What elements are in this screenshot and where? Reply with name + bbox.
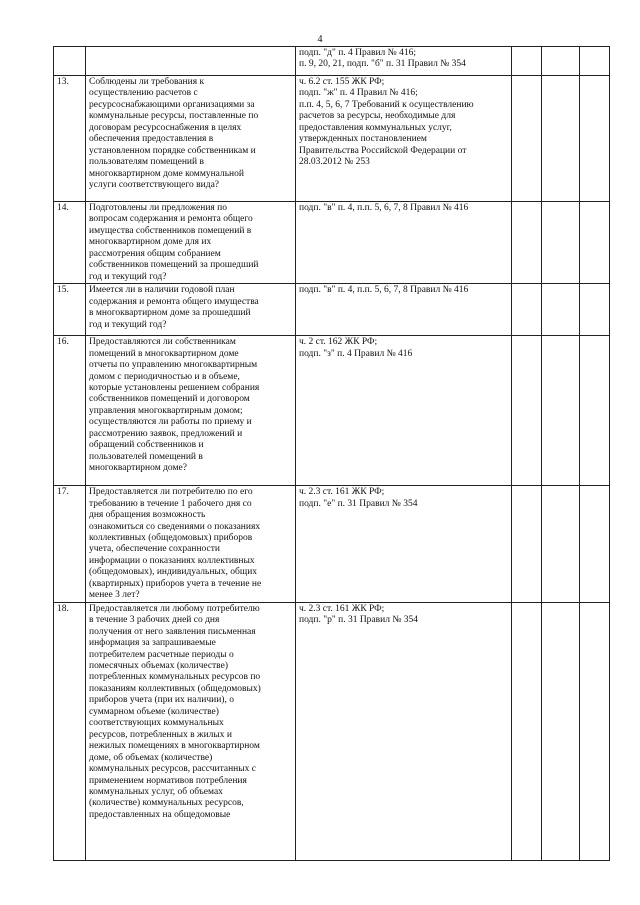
question-line: показаниям коллективных (общедомовых): [89, 683, 261, 694]
reference-line: п.п. 4, 5, 6, 7 Требований к осуществлению: [299, 99, 474, 110]
question-line: коллективных (общедомовых) приборов: [89, 532, 253, 543]
question-line: доме, об объемах (количестве): [89, 752, 213, 763]
row-number: [54, 47, 86, 76]
question-cell: [86, 336, 296, 486]
question-line: потребленных коммунальных ресурсов по: [89, 672, 261, 683]
question-line: (квартирных) приборов учета в течение не: [89, 578, 262, 589]
answer-no-cell: [542, 76, 580, 202]
row-number: 14.: [54, 202, 86, 284]
reference-line: подп. "е" п. 31 Правил № 354: [299, 498, 418, 509]
answer-yes-cell: [512, 47, 542, 76]
question-line: домом с периодичностью и в объеме,: [89, 371, 240, 382]
question-line: информации о показаниях коллективных: [89, 555, 255, 566]
question-line: собственников помещений и договором: [89, 394, 250, 405]
reference-line: подп. "д" п. 4 Правил № 416;: [299, 48, 416, 58]
answer-no-cell: [542, 602, 580, 860]
answer-yes-cell: [512, 336, 542, 486]
legal-reference-cell: [296, 486, 512, 603]
answer-na-cell: [580, 76, 610, 202]
answer-yes-cell: [512, 76, 542, 202]
legal-reference-cell: [296, 76, 512, 202]
answer-yes-cell: [512, 284, 542, 336]
reference-line: п. 9, 20, 21, подп. "б" п. 31 Правил № 354: [299, 59, 466, 70]
reference-line: предоставления коммунальных услуг,: [299, 122, 452, 133]
question-line: (количестве) коммунальных ресурсов,: [89, 798, 244, 809]
question-line: вопросам содержания и ремонта общего: [89, 214, 253, 225]
row-number: 17.: [54, 486, 86, 603]
question-line: содержания и ремонта общего имущества: [89, 296, 259, 307]
reference-line: расчетов за ресурсы, необходимые для: [299, 111, 456, 122]
question-line: многоквартирном доме для их: [89, 237, 212, 248]
question-line: соответствующих коммунальных: [89, 718, 224, 729]
question-line: пользователей помещений в: [89, 451, 203, 462]
question-line: коммунальные ресурсы, поставленные по: [89, 111, 259, 122]
question-line: ознакомиться со сведениями о показаниях: [89, 521, 261, 532]
question-line: которые установлены решением собрания: [89, 382, 260, 393]
question-line: управления многоквартирным домом;: [89, 405, 243, 416]
question-line: менее 3 лет?: [89, 590, 140, 601]
question-line: обеспечения предоставления в: [89, 134, 214, 145]
legal-reference-cell: [296, 284, 512, 336]
question-line: в многоквартирном доме за прошедший: [89, 308, 251, 319]
table-row: [54, 486, 610, 603]
question-cell: [86, 602, 296, 860]
question-line: имущества собственников помещений в: [89, 225, 252, 236]
question-line: потребителем расчетные периоды о: [89, 649, 234, 660]
question-line: получения от него заявления письменная: [89, 626, 256, 637]
reference-line: утвержденных постановлением: [299, 134, 427, 145]
page-number: 4: [317, 34, 323, 45]
reference-line: ч. 2.3 ст. 161 ЖК РФ;: [299, 487, 385, 498]
question-line: дня обращения возможность: [89, 510, 206, 521]
legal-reference-cell: [296, 602, 512, 860]
answer-no-cell: [542, 47, 580, 76]
answer-yes-cell: [512, 202, 542, 284]
reference-line: подп. "в" п. 4, п.п. 5, 6, 7, 8 Правил № 416: [299, 285, 469, 296]
question-line: обращений собственников и: [89, 440, 204, 451]
row-number: 13.: [54, 76, 86, 202]
question-line: ресурсоснабжающими организациями за: [89, 99, 255, 110]
question-line: год и текущий год?: [89, 319, 167, 330]
legal-reference-cell: [296, 47, 512, 76]
question-line: предоставленных на общедомовые: [89, 809, 231, 820]
question-line: Подготовлены ли предложения по: [89, 203, 228, 213]
question-line: собственников помещений за прошедший: [89, 260, 259, 271]
question-line: год и текущий год?: [89, 271, 167, 282]
question-line: Предоставляется ли потребителю по его: [89, 487, 253, 498]
checklist-table: [53, 46, 610, 861]
question-line: (общедомовых), индивидуальных, общих: [89, 567, 258, 578]
question-line: нежилых помещениях в многоквартирном: [89, 741, 260, 752]
reference-line: Правительства Российской Федерации от: [299, 145, 467, 156]
question-line: установленном порядке собственникам и: [89, 145, 256, 156]
table-row: [54, 76, 610, 202]
reference-line: подп. "р" п. 31 Правил № 354: [299, 615, 419, 626]
answer-na-cell: [580, 47, 610, 76]
question-line: многоквартирном доме коммунальной: [89, 168, 244, 179]
question-line: в течение 3 рабочих дней со дня: [89, 615, 220, 626]
answer-na-cell: [580, 336, 610, 486]
question-line: Предоставляются ли собственникам: [89, 337, 236, 348]
reference-line: подп. "в" п. 4, п.п. 5, 6, 7, 8 Правил № 416: [299, 203, 469, 213]
question-line: применением нормативов потребления: [89, 775, 247, 786]
question-line: осуществляются ли работы по приему и: [89, 417, 252, 428]
table-row: [54, 47, 610, 76]
question-line: рассмотрения общим собранием: [89, 248, 221, 259]
question-line: приборов учета (при их наличии), о: [89, 695, 234, 706]
question-line: рассмотрению заявок, предложений и: [89, 428, 243, 439]
answer-no-cell: [542, 202, 580, 284]
legal-reference-cell: [296, 202, 512, 284]
question-cell: [86, 47, 296, 76]
reference-line: подп. "ж" п. 4 Правил № 416;: [299, 88, 418, 99]
answer-no-cell: [542, 486, 580, 603]
answer-na-cell: [580, 486, 610, 603]
question-line: пользователям помещений в: [89, 157, 204, 168]
question-line: учета, обеспечение сохранности: [89, 544, 220, 555]
answer-na-cell: [580, 202, 610, 284]
question-cell: [86, 202, 296, 284]
question-line: Соблюдены ли требования к: [89, 77, 205, 87]
row-number: 15.: [54, 284, 86, 336]
question-line: суммарном объеме (количестве): [89, 706, 219, 717]
question-line: многоквартирном доме?: [89, 463, 187, 474]
question-line: помещений в многоквартирном доме: [89, 348, 239, 359]
question-line: коммунальных услуг, об объемах: [89, 786, 223, 797]
question-line: помесячных объемах (количестве): [89, 660, 228, 671]
table-row: [54, 284, 610, 336]
row-number: 18.: [54, 602, 86, 860]
question-line: отчеты по управлению многоквартирным: [89, 360, 258, 371]
reference-line: ч. 6.2 ст. 155 ЖК РФ;: [299, 77, 385, 87]
question-line: услуги соответствующего вида?: [89, 180, 219, 191]
reference-line: ч. 2 ст. 162 ЖК РФ;: [299, 337, 378, 348]
answer-na-cell: [580, 602, 610, 860]
answer-yes-cell: [512, 486, 542, 603]
question-cell: [86, 76, 296, 202]
answer-no-cell: [542, 284, 580, 336]
question-line: Имеется ли в наличии годовой план: [89, 285, 235, 296]
question-line: осуществлению расчетов с: [89, 88, 198, 99]
row-number: 16.: [54, 336, 86, 486]
answer-na-cell: [580, 284, 610, 336]
question-line: информация за запрашиваемые: [89, 638, 216, 649]
question-line: договорам ресурсоснабжения в целях: [89, 122, 242, 133]
question-line: требованию в течение 1 рабочего дня со: [89, 498, 252, 509]
reference-line: 28.03.2012 № 253: [299, 157, 370, 168]
answer-yes-cell: [512, 602, 542, 860]
reference-line: ч. 2.3 ст. 161 ЖК РФ;: [299, 603, 385, 614]
question-cell: [86, 284, 296, 336]
question-line: Предоставляется ли любому потребителю: [89, 603, 260, 614]
table-row: [54, 202, 610, 284]
table-row: [54, 336, 610, 486]
question-line: коммунальных ресурсов, рассчитанных с: [89, 764, 256, 775]
table-row: [54, 602, 610, 860]
answer-no-cell: [542, 336, 580, 486]
reference-line: подп. "з" п. 4 Правил № 416: [299, 348, 413, 359]
legal-reference-cell: [296, 336, 512, 486]
question-line: ресурсов, потребленных в жилых и: [89, 729, 233, 740]
question-cell: [86, 486, 296, 603]
